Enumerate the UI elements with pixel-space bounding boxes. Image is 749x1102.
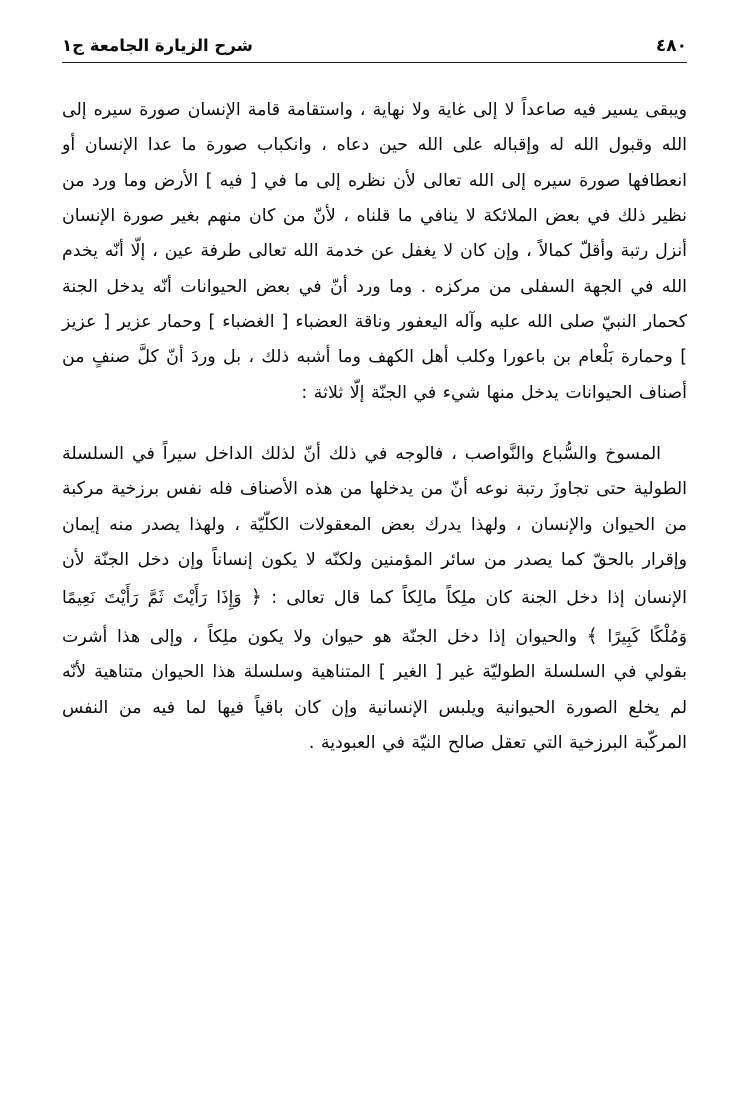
- header-divider: [62, 62, 687, 63]
- page-header: [62, 36, 687, 56]
- quran-lead: تعالى :: [271, 588, 325, 609]
- page-body: [62, 93, 687, 761]
- page-number: ٤٨٠: [655, 36, 687, 56]
- paragraph-2: [62, 437, 687, 761]
- quran-close-bracket: ﴾: [586, 624, 598, 647]
- quran-open-bracket: ﴿: [250, 586, 262, 609]
- book-title: شرح الزيارة الجامعة ج١: [62, 36, 253, 55]
- paragraph-1: ويبقى يسير فيه صاعداً لا إلى غاية ولا نهاية ، واستقامة قامة الإنسان صورة سيره إلى الله وقبول الله له وإقباله على الله حين دعاه ، وانكباب صورة ما عدا الإنسان أو انعطافها صورة سيره إلى الله تعالى لأن نظره إلى ما في [ فيه ] الأرض وما ورد من نظير ذلك في بعض الملائكة لا ينافي ما قلناه ، لأنّ من كان منهم بغير صورة الإنسان أنزل رتبة وأقلّ كمالاً ، وإن كان لا يغفل عن خدمة الله تعالى طرفة عين ، إلّا أنّه يخدم الله في الجهة السفلى من مركزه . وما ورد أنّ في بعض الحيوانات أنّه يدخل الجنة كحمار النبيّ صلى الله عليه وآله اليعفور وناقة العضباء [ الغضباء ] وحمار عزير [ عزيز ] وحمارة بَلْعام بن باعورا وكلب أهل الكهف وما أشبه ذلك ، بل وردَ أنّ كلَّ صنفٍ من أصناف الحيوانات يدخل منها شيء في الجنّة إلّا ثلاثة :: [62, 100, 687, 403]
- paragraph-2-text: المسوخ والسُّباع والنَّواصب ، فالوجه في ذلك أنّ لذلك الداخل سيراً في السلسلة الطولية حتى تجاوزَ رتبة نوعه أنّ من يدخلها من هذه الأصناف فله نفس برزخية مركبة من الحيوان والإنسان ، ولهذا يدرك بعض المعقولات الكلّيّة ، ولهذا يصدر منه إيمان وإقرار بالحقّ كما يصدر من سائر المؤمنين ولكنّه لا يكون إنساناً وإن دخل الجنّة لأن الإنسان إذا دخل الجنة كان ملِكاً مالِكاً كما قال: [62, 443, 688, 609]
- quran-verse: وَإِذَا رَأَيْتَ ثَمَّ رَأَيْتَ نَعِيمًا وَمُلْكًا كَبِيرًا: [62, 588, 687, 647]
- quran-tail-text: والحيوان إذا دخل الجنّة هو حيوان ولا يكون ملِكاً ، وإلى هذا أشرت بقولي في السلسلة الطوليّة غير [ الغير ] المتناهية وسلسلة هذا الحيوان متناهية لأنّه لم يخلع الصورة الحيوانية ويلبس الإنسانية وإن كان باقياً فيها لما فيه من النفس المركّبة البرزخية التي تعقل صالح النيّة في العبودية .: [62, 626, 687, 754]
- page-footer: [62, 765, 687, 775]
